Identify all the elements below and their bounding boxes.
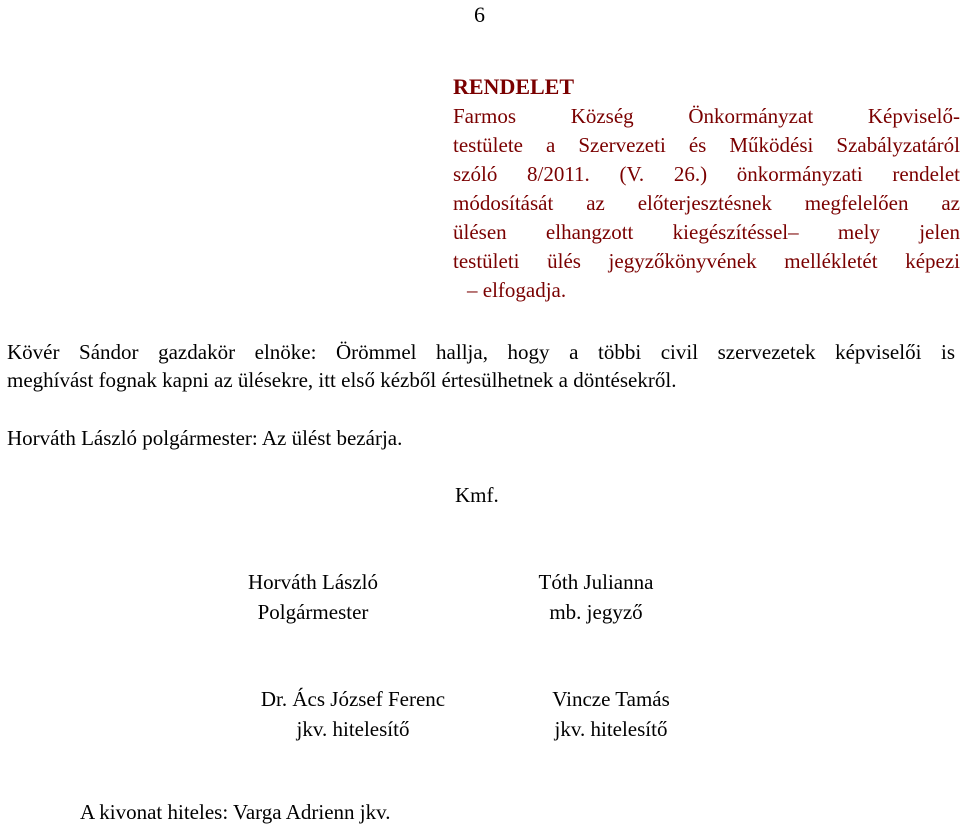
paragraph-line: Kövér Sándor gazdakör elnöke: Örömmel hallja, hogy a többi civil szervezetek képviselői is xyxy=(7,340,955,364)
signature-name: Dr. Ács József Ferenc xyxy=(260,687,446,711)
page-number: 6 xyxy=(474,2,485,27)
rendelet-line: – elfogadja. xyxy=(467,278,567,302)
rendelet-line: ülésen elhangzott kiegészítéssel– mely jelen xyxy=(453,220,960,244)
signature-title: jkv. hitelesítő xyxy=(296,717,410,741)
rendelet-line: Farmos Község Önkormányzat Képviselő- xyxy=(453,104,960,128)
signature-authenticator-2 xyxy=(511,684,711,744)
signature-name: Horváth László xyxy=(247,570,379,594)
rendelet-block xyxy=(453,72,960,305)
kmf-label: Kmf. xyxy=(455,483,499,507)
paragraph-kover-sandor xyxy=(7,338,955,394)
rendelet-line: szóló 8/2011. (V. 26.) önkormányzati rendelet xyxy=(453,162,960,186)
rendelet-title: RENDELET xyxy=(453,74,575,99)
paragraph-horvath-laszlo: Horváth László polgármester: Az ülést bezárja. xyxy=(7,426,403,450)
rendelet-line: testülete a Szervezeti és Működési Szabályzatáról xyxy=(453,133,960,157)
signature-authenticator-1 xyxy=(213,684,493,744)
signature-notary xyxy=(496,567,696,627)
signature-title: jkv. hitelesítő xyxy=(554,717,668,741)
signature-mayor xyxy=(213,567,413,627)
signature-name: Tóth Julianna xyxy=(538,570,654,594)
signature-title: mb. jegyző xyxy=(549,600,643,624)
paragraph-line: meghívást fognak kapni az ülésekre, itt első kézből értesülhetnek a döntésekről. xyxy=(7,368,677,392)
rendelet-line: testületi ülés jegyzőkönyvének mellékletét képezi xyxy=(453,249,960,273)
signature-name: Vincze Tamás xyxy=(552,687,670,711)
signature-title: Polgármester xyxy=(257,600,369,624)
footer-note: A kivonat hiteles: Varga Adrienn jkv. xyxy=(80,800,391,824)
rendelet-line: módosítását az előterjesztésnek megfelelően az xyxy=(453,191,960,215)
